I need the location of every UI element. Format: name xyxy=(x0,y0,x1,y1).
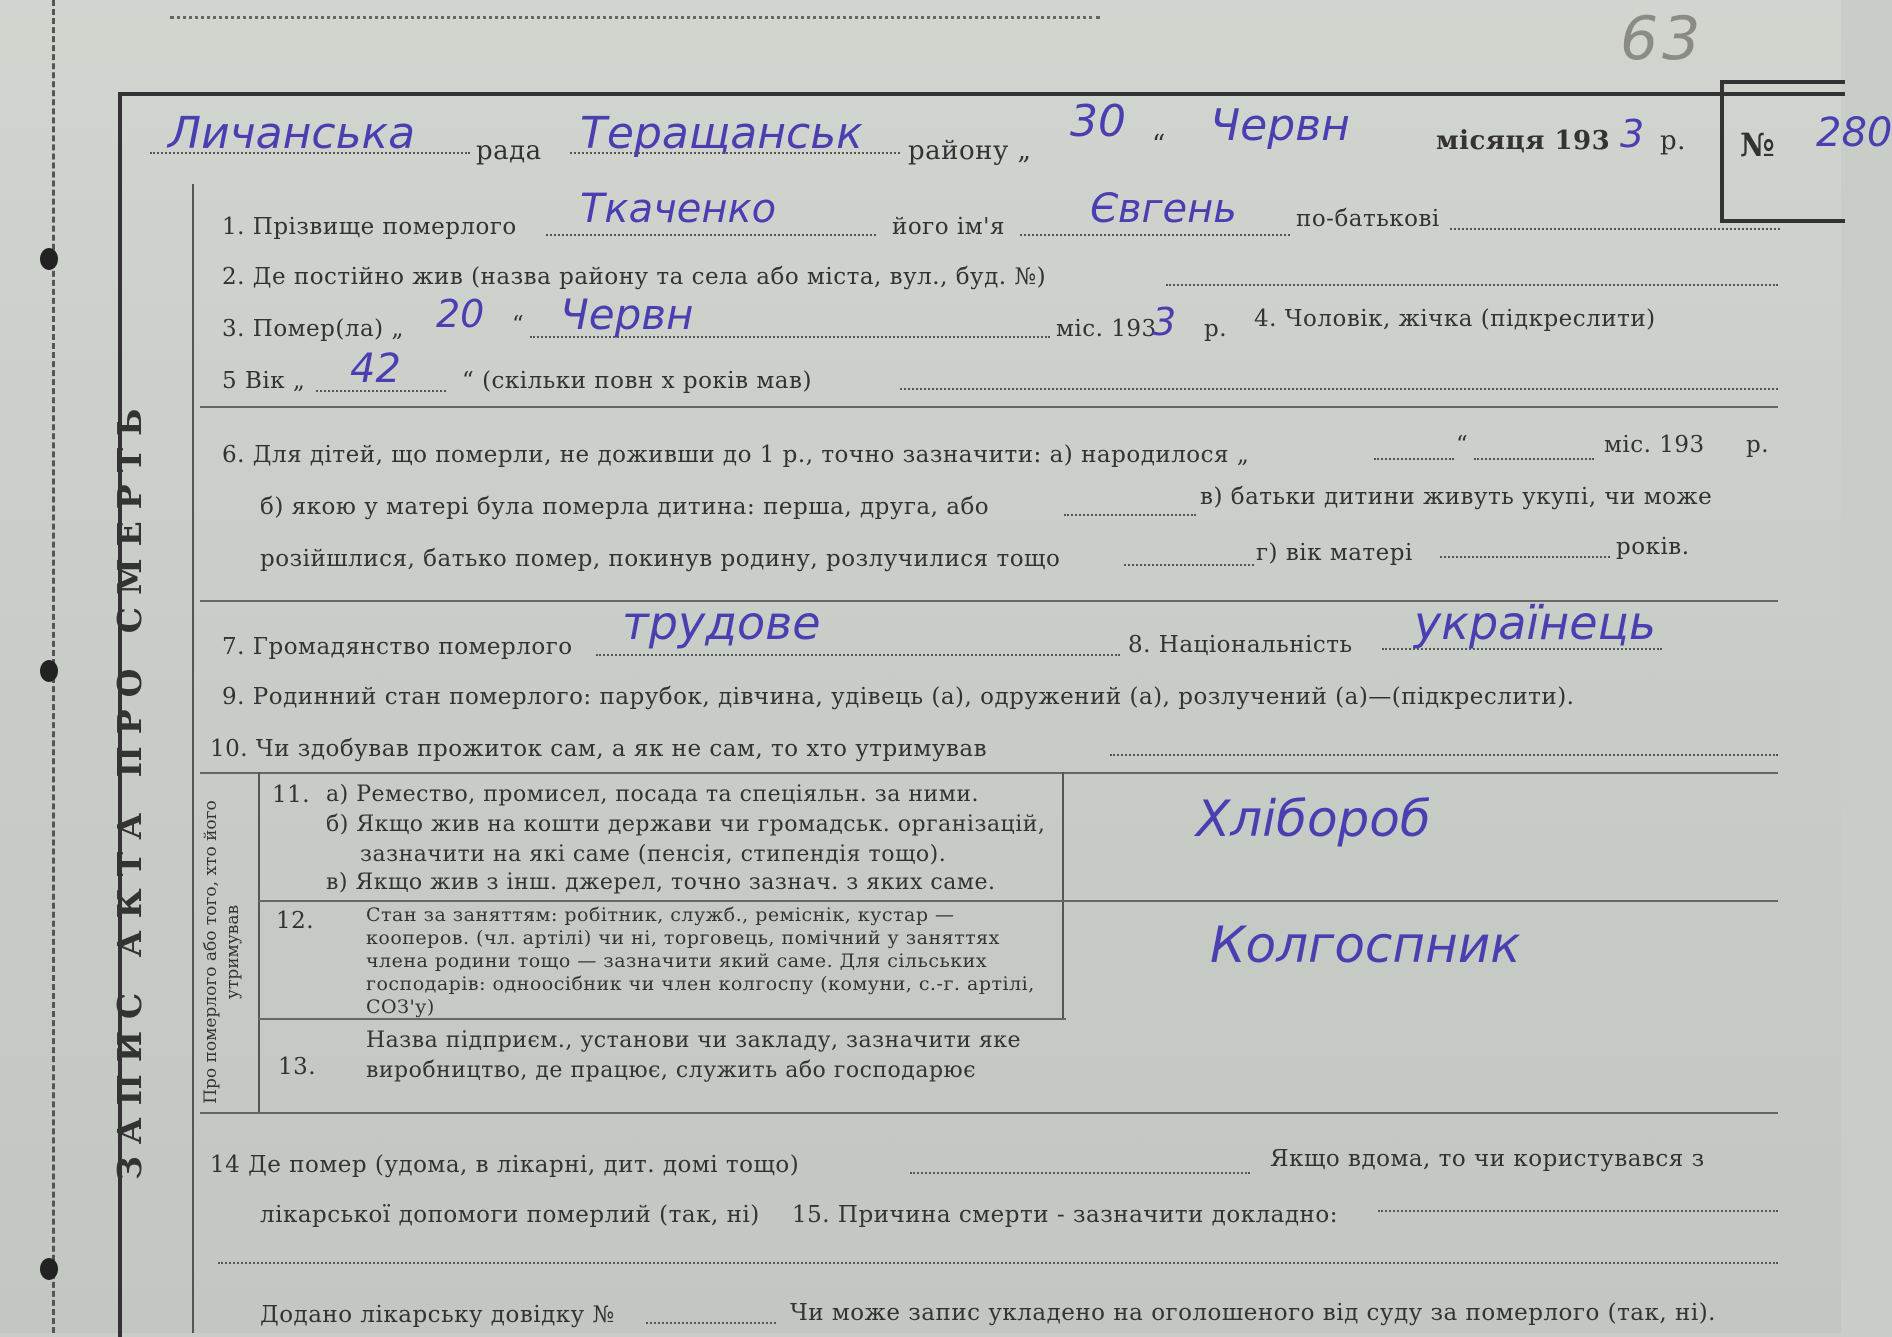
field-16-b: Чи може запис укладено на оголошеного від суду за померлого (так, ні). xyxy=(790,1300,1716,1326)
district-handwritten: Теращанськ xyxy=(580,108,863,159)
dotted-line xyxy=(646,1322,776,1324)
field-6-line-1: 6. Для дітей, що померли, не доживши до 1 р., точно зазначити: а) народилося „ xyxy=(222,442,1250,468)
punch-hole xyxy=(40,1258,58,1280)
field-6-r: р. xyxy=(1746,432,1770,458)
dotted-line xyxy=(570,152,900,154)
council-label: рада xyxy=(476,136,542,166)
field-11-a: а) Ремество, промисел, посада та спеціяльн. за ними. xyxy=(326,782,979,807)
field-6-line-3c: років. xyxy=(1616,534,1690,560)
field-9-label: 9. Родинний стан померлого: парубок, дівчина, удівець (а), одружений (а), розлучений (а)—(підкреслити). xyxy=(222,684,1575,710)
death-month-handwritten: Червн xyxy=(560,290,694,339)
quote-mark: “ xyxy=(1152,130,1166,160)
field-6-line-2b: в) батьки дитини живуть укупі, чи може xyxy=(1200,484,1713,510)
field-2-label: 2. Де постійно жив (назва району та села або міста, вул., буд. №) xyxy=(222,264,1047,290)
given-name-handwritten: Євгень xyxy=(1090,186,1237,232)
field-7-label: 7. Громадянство померлого xyxy=(222,634,573,660)
field-11-number: 11. xyxy=(272,782,311,808)
occupation-handwritten: Хлібороб xyxy=(1196,790,1431,848)
record-number-label: № xyxy=(1740,126,1775,164)
dotted-line xyxy=(150,152,470,154)
dotted-line xyxy=(1020,234,1290,236)
side-title: ЗАПИС АКТА ПРО СМЕРТЬ xyxy=(110,396,149,1180)
dotted-line xyxy=(1110,754,1778,756)
record-number-value: 280 xyxy=(1816,110,1892,156)
nationality-handwritten: українець xyxy=(1414,596,1656,650)
dotted-line xyxy=(900,388,1778,390)
dotted-line xyxy=(1450,228,1780,230)
field-1-label: 1. Прізвище померлого xyxy=(222,214,517,240)
citizenship-handwritten: трудове xyxy=(622,596,821,650)
field-15-label: 15. Причина смерти - зазначити докладно: xyxy=(792,1202,1338,1228)
field-4-label: 4. Чоловік, жічка (підкреслити) xyxy=(1254,306,1656,332)
dotted-line xyxy=(910,1172,1250,1174)
death-year-handwritten: 3 xyxy=(1152,300,1177,344)
dotted-line xyxy=(316,390,446,392)
dotted-line xyxy=(1474,458,1594,460)
dotted-line xyxy=(596,654,1120,656)
field-6-line-2a: б) якою у матері була померла дитина: перша, друга, або xyxy=(260,494,990,520)
surname-handwritten: Ткаченко xyxy=(580,186,777,232)
month-label: місяця 193 xyxy=(1436,126,1611,156)
field-14-label: 14 Де помер (удома, в лікарні, дит. домі тощо) xyxy=(210,1152,800,1178)
dotted-line xyxy=(1166,284,1778,286)
dotted-line xyxy=(1374,458,1454,460)
field-12-number: 12. xyxy=(276,908,315,934)
divider-line xyxy=(200,1112,1778,1114)
field-1-name-label: його ім'я xyxy=(892,214,1005,240)
council-handwritten: Личанська xyxy=(168,108,416,159)
field-11-b1: б) Якщо жив на кошти держави чи громадськ. організацій, xyxy=(326,812,1046,837)
dotted-line xyxy=(1382,648,1662,650)
side-note: Про померлого або того, хто його утримував xyxy=(201,800,243,1104)
divider-line xyxy=(200,772,1778,774)
sheet-number: 63 xyxy=(1620,4,1705,74)
field-5-label: 5 Вік „ xyxy=(222,368,306,394)
field-6-line-3a: розійшлися, батько помер, покинув родину, розлучилися тощо xyxy=(260,546,1061,572)
quote-mark: “ xyxy=(512,312,525,338)
field-12-text: Стан за заняттям: робітник, служб., реміснік, кустар — кооперов. (чл. артілі) чи ні, торговець, помічний у заняттях члена родини тощо — зазначити який саме. Для сільських господарів: одноосібник чи член колгоспу (комуни, с.-г. артілі, СОЗ'у) xyxy=(366,904,1035,1018)
field-13-text: Назва підприєм., установи чи закладу, зазначити яке виробництво, де працює, служить або господарює xyxy=(366,1028,1022,1083)
table-left-line xyxy=(258,772,260,1112)
district-label: району „ xyxy=(908,136,1032,166)
dotted-line xyxy=(1124,564,1254,566)
dotted-line xyxy=(1440,556,1610,558)
top-dotted-line xyxy=(170,16,1100,19)
punch-hole xyxy=(40,248,58,270)
field-10-label: 10. Чи здобував прожиток сам, а як не сам, то хто утримував xyxy=(210,736,988,762)
table-mid-line xyxy=(1062,772,1064,1018)
field-11-b2: зазначити на які саме (пенсія, стипендія тощо). xyxy=(360,842,947,867)
quote-mark: “ xyxy=(1456,432,1469,458)
field-3-mis: міс. 193 xyxy=(1056,316,1157,342)
dotted-line xyxy=(1378,1210,1778,1212)
year-handwritten: 3 xyxy=(1620,112,1645,156)
field-1-patronymic-label: по-батькові xyxy=(1296,206,1440,232)
field-11-c: в) Якщо жив з інш. джерел, точно зазнач. з яких саме. xyxy=(326,870,996,895)
field-6-line-3b: г) вік матері xyxy=(1256,540,1413,566)
year-suffix: р. xyxy=(1660,126,1686,156)
punch-hole xyxy=(40,660,58,682)
dotted-line xyxy=(1064,514,1196,516)
field-6-mis: міс. 193 xyxy=(1604,432,1705,458)
field-16-a: Додано лікарську довідку № xyxy=(260,1302,615,1328)
field-3-r: р. xyxy=(1204,316,1228,342)
field-3-label: 3. Помер(ла) „ xyxy=(222,316,404,342)
dotted-line xyxy=(546,234,876,236)
field-14-c: лікарської допомоги померлий (так, ні) xyxy=(260,1202,760,1228)
dotted-line xyxy=(530,336,1050,338)
age-handwritten: 42 xyxy=(350,346,401,392)
record-number-box xyxy=(1720,80,1892,223)
field-8-label: 8. Національність xyxy=(1128,632,1353,658)
field-14-b: Якщо вдома, то чи користувався з xyxy=(1270,1146,1705,1172)
status-handwritten: Колгоспник xyxy=(1210,916,1521,974)
dotted-line xyxy=(218,1262,1778,1264)
divider-line xyxy=(200,406,1778,408)
death-day-handwritten: 20 xyxy=(436,292,485,336)
month-handwritten: Червн xyxy=(1210,100,1350,151)
field-5-suffix: “ (скільки повн х років мав) xyxy=(462,368,812,394)
field-13-number: 13. xyxy=(278,1054,317,1080)
day-handwritten: 30 xyxy=(1070,96,1126,147)
table-row-line xyxy=(258,900,1778,902)
